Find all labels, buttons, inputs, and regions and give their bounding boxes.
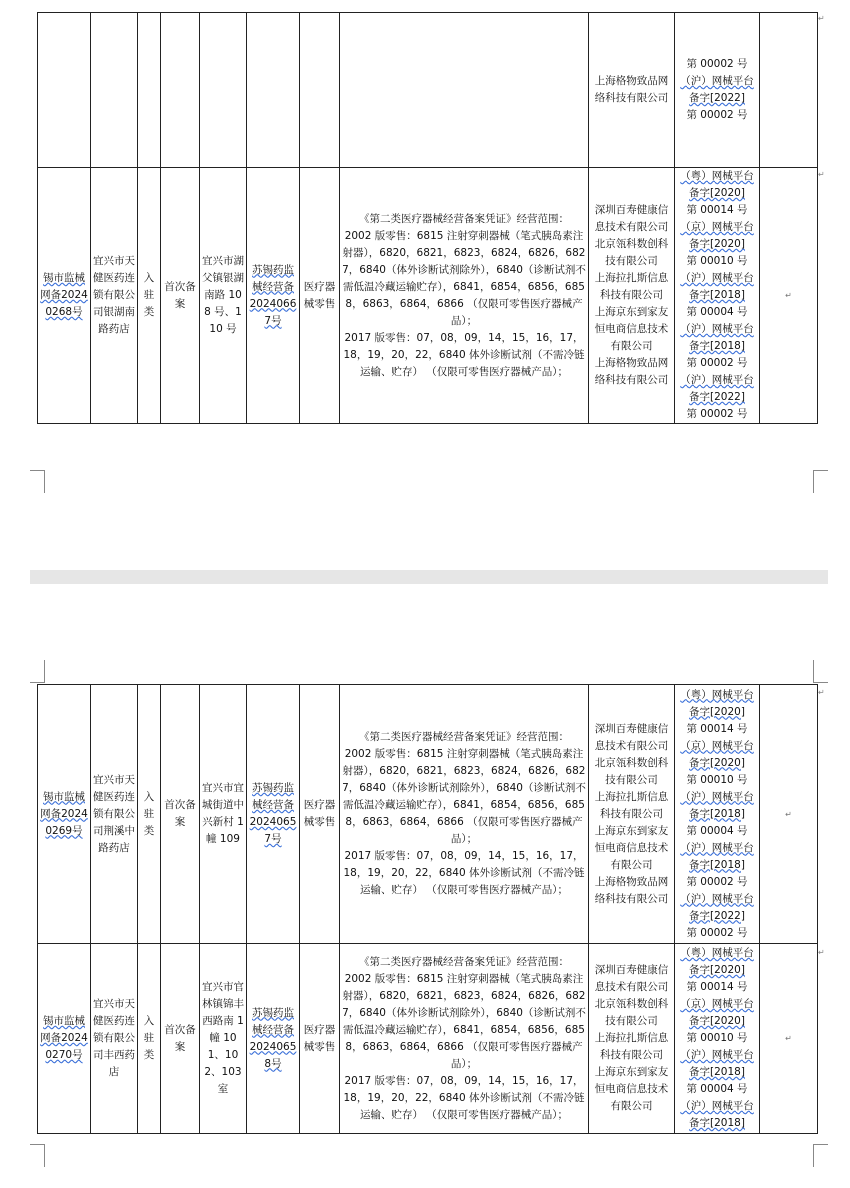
filing-cell: 首次备案 (161, 685, 200, 944)
scope-title: 《第二类医疗器械经营备案凭证》经营范围： (359, 731, 569, 743)
scope-2002: 2002 版零售：6815 注射穿刺器械（笔式胰岛素注射器），6820，6821，6823，6824，6826，6827，6840（体外诊断试剂除外），6840（诊断试剂不需低温冷藏运输贮存），6841，6854，6856，6858，6863，6864，6866 （仅限可零售医疗器械产品）； (342, 972, 586, 1070)
note-cell (760, 13, 818, 168)
cert-line: 第 00010 号 (686, 773, 748, 786)
platform-name: 北京瓴科数创科技有限公司 (594, 238, 669, 267)
paragraph-mark-icon: ↵ (818, 170, 825, 179)
cert-line: 第 00010 号 (686, 1032, 748, 1044)
platform-name: 北京瓴科数创科技有限公司 (594, 756, 669, 786)
scope-cell (340, 685, 589, 944)
cert-line: 第 00004 号 (686, 1083, 748, 1095)
platform-name: 深圳百寿健康信息技术有限公司 (594, 722, 669, 752)
paragraph-mark-icon: ↵ (785, 291, 792, 300)
cert-line: （京）网械平台备字[2020] (680, 739, 754, 769)
scope-2017: 2017 版零售：07，08，09，14，15，16，17，18，19，20，22，6840 体外诊断试剂（不需冷链运输、贮存） （仅限可零售医疗器械产品）； (343, 1074, 585, 1121)
address-cell: 宜兴市宜城街道中兴新村 1 幢 109 (200, 685, 247, 944)
cert-line: （沪）网械平台备字[2018] (680, 841, 754, 871)
cert-cell (675, 685, 760, 944)
table-row-fragment (38, 13, 818, 168)
platform-cell (589, 168, 675, 424)
filing-cell: 首次备案 (161, 168, 200, 424)
type-cell: 入驻类 (138, 168, 161, 424)
crop-mark (30, 470, 45, 493)
cert-line: 第 00002 号 (686, 926, 748, 939)
license-cell (247, 13, 300, 168)
scope-cell (340, 944, 589, 1134)
platform-name: 深圳百寿健康信息技术有限公司 (594, 964, 669, 993)
cert-line: （沪）网械平台备字[2018] (680, 323, 754, 352)
crop-mark (30, 660, 45, 683)
platform-name: 上海拉扎斯信息科技有限公司 (594, 790, 669, 820)
filing-cell (161, 13, 200, 168)
cert-line: （沪）网械平台备字[2018] (680, 1049, 754, 1078)
record-no-cell (38, 13, 91, 168)
cert-line: 第 00014 号 (686, 981, 748, 993)
table-row (38, 168, 818, 424)
platform-cell (589, 685, 675, 944)
cert-line: （粤）网械平台备字[2020] (680, 688, 754, 718)
cert-line: （沪）网械平台备字[2018] (680, 272, 754, 301)
company-cell: 宜兴市天健医药连锁有限公司荆溪中路药店 (91, 685, 138, 944)
paragraph-mark-icon: ↵ (818, 688, 825, 697)
record-no-cell: 锡市监械网备20240268号 (38, 168, 91, 424)
cert-line: （京）网械平台备字[2020] (680, 221, 754, 250)
platform-name: 上海格物致品网络科技有限公司 (594, 75, 669, 104)
paragraph-mark-icon: ↵ (785, 1034, 792, 1043)
platform-name: 上海格物致品网络科技有限公司 (594, 875, 669, 905)
cert-line: （沪）网械平台备字[2018] (680, 1100, 754, 1129)
note-cell (760, 944, 818, 1134)
company-cell: 宜兴市天健医药连锁有限公司银湖南路药店 (91, 168, 138, 424)
cert-line: 第 00014 号 (686, 204, 748, 216)
table-row (38, 944, 818, 1134)
crop-mark (813, 470, 828, 493)
scope-2017: 2017 版零售：07，08，09，14，15，16，17，18，19，20，22，6840 体外诊断试剂（不需冷链运输、贮存） （仅限可零售医疗器械产品）； (343, 850, 585, 896)
record-table-page-2 (37, 684, 818, 1134)
scope-cell (340, 168, 589, 424)
document-page-1 (0, 0, 850, 570)
cert-line: 第 00004 号 (686, 306, 748, 318)
cert-line: 第 00002 号 (686, 58, 748, 70)
platform-name: 上海京东到家友恒电商信息技术有限公司 (594, 306, 669, 352)
cert-line: 第 00014 号 (686, 722, 748, 735)
filing-cell: 首次备案 (161, 944, 200, 1134)
scope-title: 《第二类医疗器械经营备案凭证》经营范围： (359, 212, 569, 225)
category-cell: 医疗器械零售 (300, 168, 340, 424)
type-cell: 入驻类 (138, 944, 161, 1134)
crop-mark (813, 1144, 828, 1167)
cert-line: 第 00002 号 (686, 875, 748, 888)
cert-line: （粤）网械平台备字[2020] (680, 947, 754, 976)
record-no-cell: 锡市监械网备20240269号 (38, 685, 91, 944)
scope-2002: 2002 版零售：6815 注射穿刺器械（笔式胰岛素注射器），6820，6821，6823，6824，6826，6827，6840（体外诊断试剂除外），6840（诊断试剂不需低温冷藏运输贮存），6841，6854，6856，6858，6863，6864，6866 （仅限可零售医疗器械产品）； (342, 229, 586, 327)
record-no-cell: 锡市监械网备20240270号 (38, 944, 91, 1134)
platform-name: 上海格物致品网络科技有限公司 (594, 357, 669, 386)
address-cell: 宜兴市官林镇锦丰西路南 1 幢 101、102、103 室 (200, 944, 247, 1134)
category-cell: 医疗器械零售 (300, 685, 340, 944)
license-cell: 苏锡药监械经营备20240658号 (247, 944, 300, 1134)
address-cell: 宜兴市湖父镇银湖南路 108 号、110 号 (200, 168, 247, 424)
paragraph-mark-icon: ↵ (785, 809, 792, 819)
platform-cell (589, 944, 675, 1134)
platform-cell (589, 13, 675, 168)
cert-line: （沪）网械平台备字[2018] (680, 790, 754, 820)
cert-line: 第 00010 号 (686, 255, 748, 267)
cert-cell (675, 13, 760, 168)
cert-cell (675, 168, 760, 424)
cert-line: 第 00002 号 (686, 408, 748, 420)
license-cell: 苏锡药监械经营备20240667号 (247, 168, 300, 424)
paragraph-mark-icon: ↵ (818, 948, 825, 957)
cert-cell (675, 944, 760, 1134)
platform-name: 上海京东到家友恒电商信息技术有限公司 (594, 824, 669, 871)
crop-mark (813, 660, 828, 683)
note-cell (760, 168, 818, 424)
table-row (38, 685, 818, 944)
page-separator (30, 570, 828, 584)
scope-2017: 2017 版零售：07，08，09，14，15，16，17，18，19，20，22，6840 体外诊断试剂（不需冷链运输、贮存） （仅限可零售医疗器械产品）； (343, 331, 585, 378)
cert-line: （京）网械平台备字[2020] (680, 998, 754, 1027)
company-cell (91, 13, 138, 168)
cert-line: 第 00002 号 (686, 357, 748, 369)
cert-line: （粤）网械平台备字[2020] (680, 170, 754, 199)
record-table-page-1 (37, 12, 818, 424)
address-cell (200, 13, 247, 168)
crop-mark (30, 1144, 45, 1167)
company-cell: 宜兴市天健医药连锁有限公司丰西药店 (91, 944, 138, 1134)
cert-line: （沪）网械平台备字[2022] (680, 374, 754, 403)
cert-line: 第 00004 号 (686, 824, 748, 837)
platform-name: 深圳百寿健康信息技术有限公司 (594, 204, 669, 233)
cert-line: （沪）网械平台备字[2022] (680, 892, 754, 922)
type-cell (138, 13, 161, 168)
cert-line: （沪）网械平台备字[2022] (680, 75, 754, 104)
paragraph-mark-icon: ↵ (818, 14, 825, 23)
cert-line: 第 00002 号 (686, 109, 748, 121)
category-cell (300, 13, 340, 168)
platform-name: 上海拉扎斯信息科技有限公司 (594, 1032, 669, 1061)
platform-name: 北京瓴科数创科技有限公司 (594, 998, 669, 1027)
type-cell: 入驻类 (138, 685, 161, 944)
scope-2002: 2002 版零售：6815 注射穿刺器械（笔式胰岛素注射器），6820，6821，6823，6824，6826，6827，6840（体外诊断试剂除外），6840（诊断试剂不需低温冷藏运输贮存），6841，6854，6856，6858，6863，6864，6866 （仅限可零售医疗器械产品）； (342, 748, 586, 845)
document-page-2 (0, 584, 850, 1188)
category-cell: 医疗器械零售 (300, 944, 340, 1134)
scope-title: 《第二类医疗器械经营备案凭证》经营范围： (359, 955, 569, 968)
license-cell: 苏锡药监械经营备20240657号 (247, 685, 300, 944)
note-cell (760, 685, 818, 944)
scope-cell (340, 13, 589, 168)
platform-name: 上海京东到家友恒电商信息技术有限公司 (594, 1066, 669, 1112)
platform-name: 上海拉扎斯信息科技有限公司 (594, 272, 669, 301)
